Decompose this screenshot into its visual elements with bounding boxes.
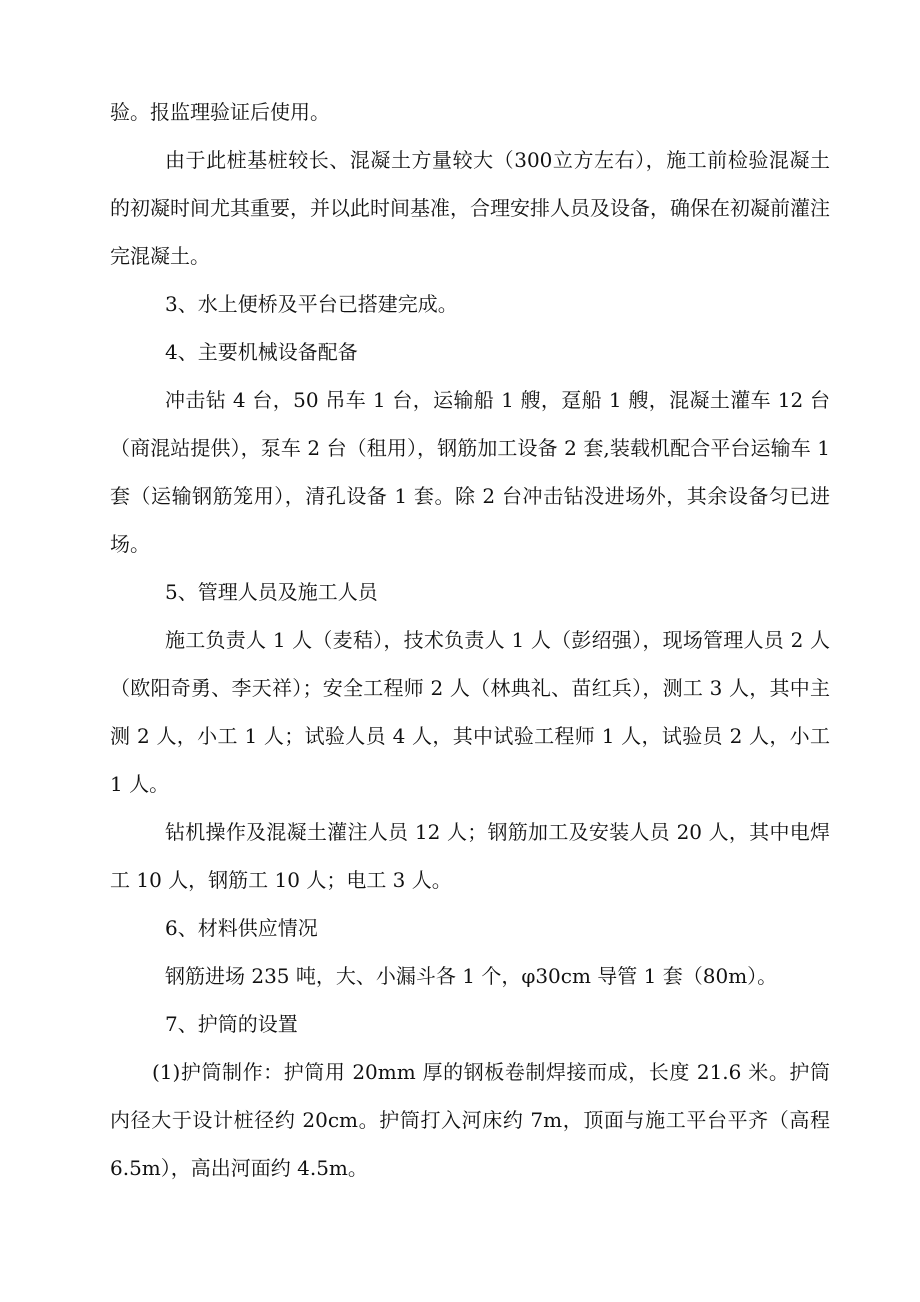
heading-casing-setup: 7、护筒的设置: [165, 1012, 298, 1036]
paragraph-continuation: 验。报监理验证后使用。: [110, 100, 330, 124]
paragraph-casing-fabrication: (1)护筒制作：护筒用 20mm 厚的钢板卷制焊接而成，长度 21.6 米。护筒内径大于设计桩径约 20cm。护筒打入河床约 7m，顶面与施工平台平齐（高程 6.5m），高出河面约 4.5m。: [110, 1060, 830, 1180]
paragraph-construction-workers: 钻机操作及混凝土灌注人员 12 人；钢筋加工及安装人员 20 人，其中电焊工 10 人，钢筋工 10 人；电工 3 人。: [110, 820, 830, 892]
paragraph-machinery-list: 冲击钻 4 台，50 吊车 1 台，运输船 1 艘，趸船 1 艘，混凝土灌车 12 台（商混站提供），泵车 2 台（租用），钢筋加工设备 2 套,装载机配合平台运输车 1 套（运输钢筋笼用），清孔设备 1 套。除 2 台冲击钻没进场外，其余设备匀已进场。: [110, 388, 830, 556]
heading-bridge-platform: 3、水上便桥及平台已搭建完成。: [165, 292, 458, 316]
heading-personnel: 5、管理人员及施工人员: [165, 580, 378, 604]
heading-machinery: 4、主要机械设备配备: [165, 340, 358, 364]
heading-materials: 6、材料供应情况: [165, 916, 318, 940]
paragraph-concrete-setting-time: 由于此桩基桩较长、混凝土方量较大（300立方左右），施工前检验混凝土的初凝时间尤其重要，并以此时间基准，合理安排人员及设备，确保在初凝前灌注完混凝土。: [110, 148, 830, 268]
document-page: [110, 88, 830, 1192]
paragraph-management-staff: 施工负责人 1 人（麦秸），技术负责人 1 人（彭绍强），现场管理人员 2 人（欧阳奇勇、李天祥）；安全工程师 2 人（林典礼、苗红兵），测工 3 人，其中主测 2 人，小工 1 人；试验人员 4 人，其中试验工程师 1 人，试验员 2 人，小工 1 人。: [110, 628, 830, 796]
paragraph-materials-list: 钢筋进场 235 吨，大、小漏斗各 1 个，φ30cm 导管 1 套（80m）。: [165, 964, 778, 988]
